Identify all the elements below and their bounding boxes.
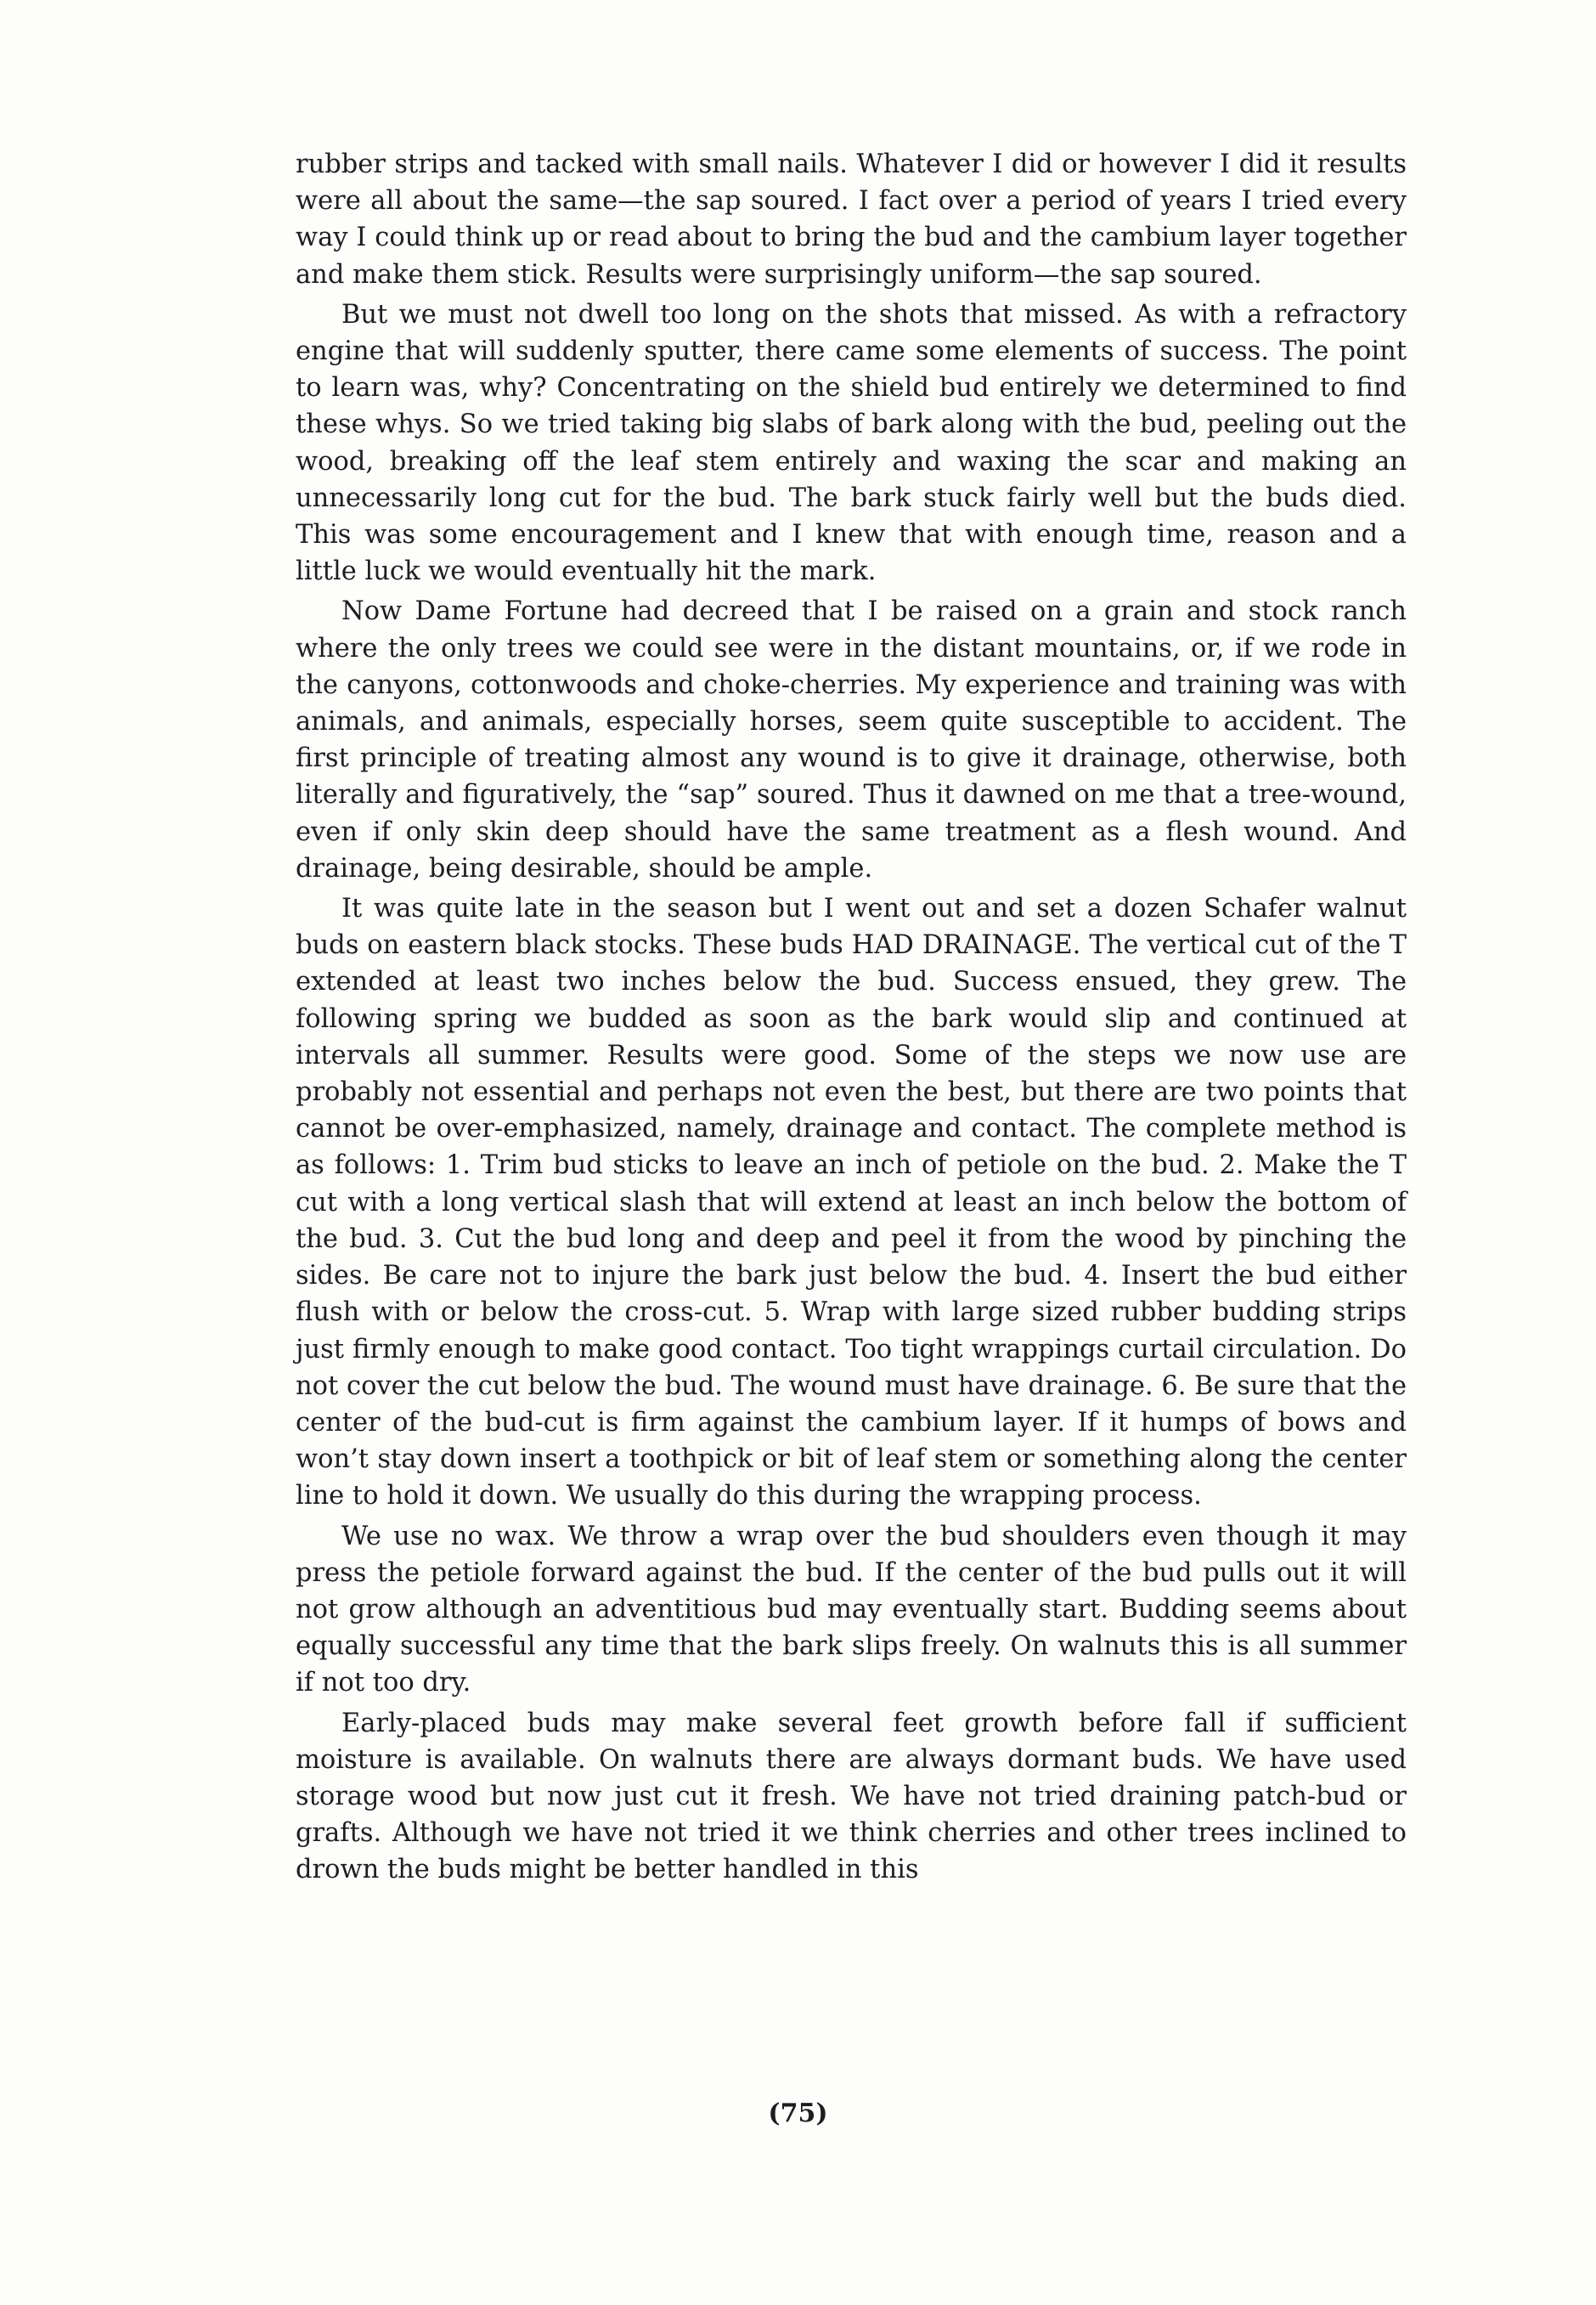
page-number: (75) (768, 2099, 828, 2128)
paragraph-5: We use no wax. We throw a wrap over the bud shoulders even though it may press the petiole forward against the bud. If the center of the bud pulls out it will not grow although an adventitious bud may eventually start. Budding seems about equally successful any time that the bark slips freely. On walnuts this is all summer if not too dry. (296, 1521, 1407, 1698)
paragraph-2: But we must not dwell too long on the shots that missed. As with a refractory engine that will suddenly sputter, there came some elements of success. The point to learn was, why? Concentrating on the shield bud entirely we determined to find these whys. So we tried taking big slabs of bark along with the bud, peeling out the wood, breaking off the leaf stem entirely and waxing the scar and making an unnecessarily long cut for the bud. The bark stuck fairly well but the buds died. This was some encouragement and I knew that with enough time, reason and a little luck we would eventually hit the mark. (296, 299, 1407, 587)
paragraph-1: rubber strips and tacked with small nails. Whatever I did or however I did it results were all about the same—the sap soured. I fact over a period of years I tried every way I could think up or read about to bring the bud and the cambium layer together and make them stick. Results were surprisingly uniform—the sap soured. (296, 150, 1407, 290)
paragraph-3: Now Dame Fortune had decreed that I be raised on a grain and stock ranch where the only trees we could see were in the distant mountains, or, if we rode in the canyons, cottonwoods and choke-cherries. My experience and training was with animals, and animals, especially horses, seem quite susceptible to accident. The first principle of treating almost any wound is to give it drainage, otherwise, both literally and figuratively, the “sap” soured. Thus it dawned on me that a tree-wound, even if only skin deep should have the same treatment as a flesh wound. And drainage, being desirable, should be ample. (296, 596, 1407, 884)
paragraph-6: Early-placed buds may make several feet growth before fall if sufficient moisture is available. On walnuts there are always dormant buds. We have used storage wood but now just cut it fresh. We have not tried draining patch-bud or grafts. Although we have not tried it we think cherries and other trees inclined to drown the buds might be better handled in this (296, 1708, 1407, 1885)
paragraph-4: It was quite late in the season but I went out and set a dozen Schafer walnut buds on eastern black stocks. These buds HAD DRAINAGE. The vertical cut of the T extended at least two inches below the bud. Success ensued, they grew. The following spring we budded as soon as the bark would slip and continued at intervals all summer. Results were good. Some of the steps we now use are probably not essential and perhaps not even the best, but there are two points that cannot be over-emphasized, namely, drainage and contact. The complete method is as follows: 1. Trim bud sticks to leave an inch of petiole on the bud. 2. Make the T cut with a long vertical slash that will extend at least an inch below the bottom of the bud. 3. Cut the bud long and deep and peel it from the wood by pinching the sides. Be care not to injure the bark just below the bud. 4. Insert the bud either flush with or below the cross-cut. 5. Wrap with large sized rubber budding strips just firmly enough to make good contact. Too tight wrappings curtail circulation. Do not cover the cut below the bud. The wound must have drainage. 6. Be sure that the center of the bud-cut is firm against the cambium layer. If it humps of bows and won’t stay down insert a toothpick or bit of leaf stem or something along the center line to hold it down. We usually do this during the wrapping process. (296, 894, 1407, 1511)
body-text (296, 146, 1407, 1892)
